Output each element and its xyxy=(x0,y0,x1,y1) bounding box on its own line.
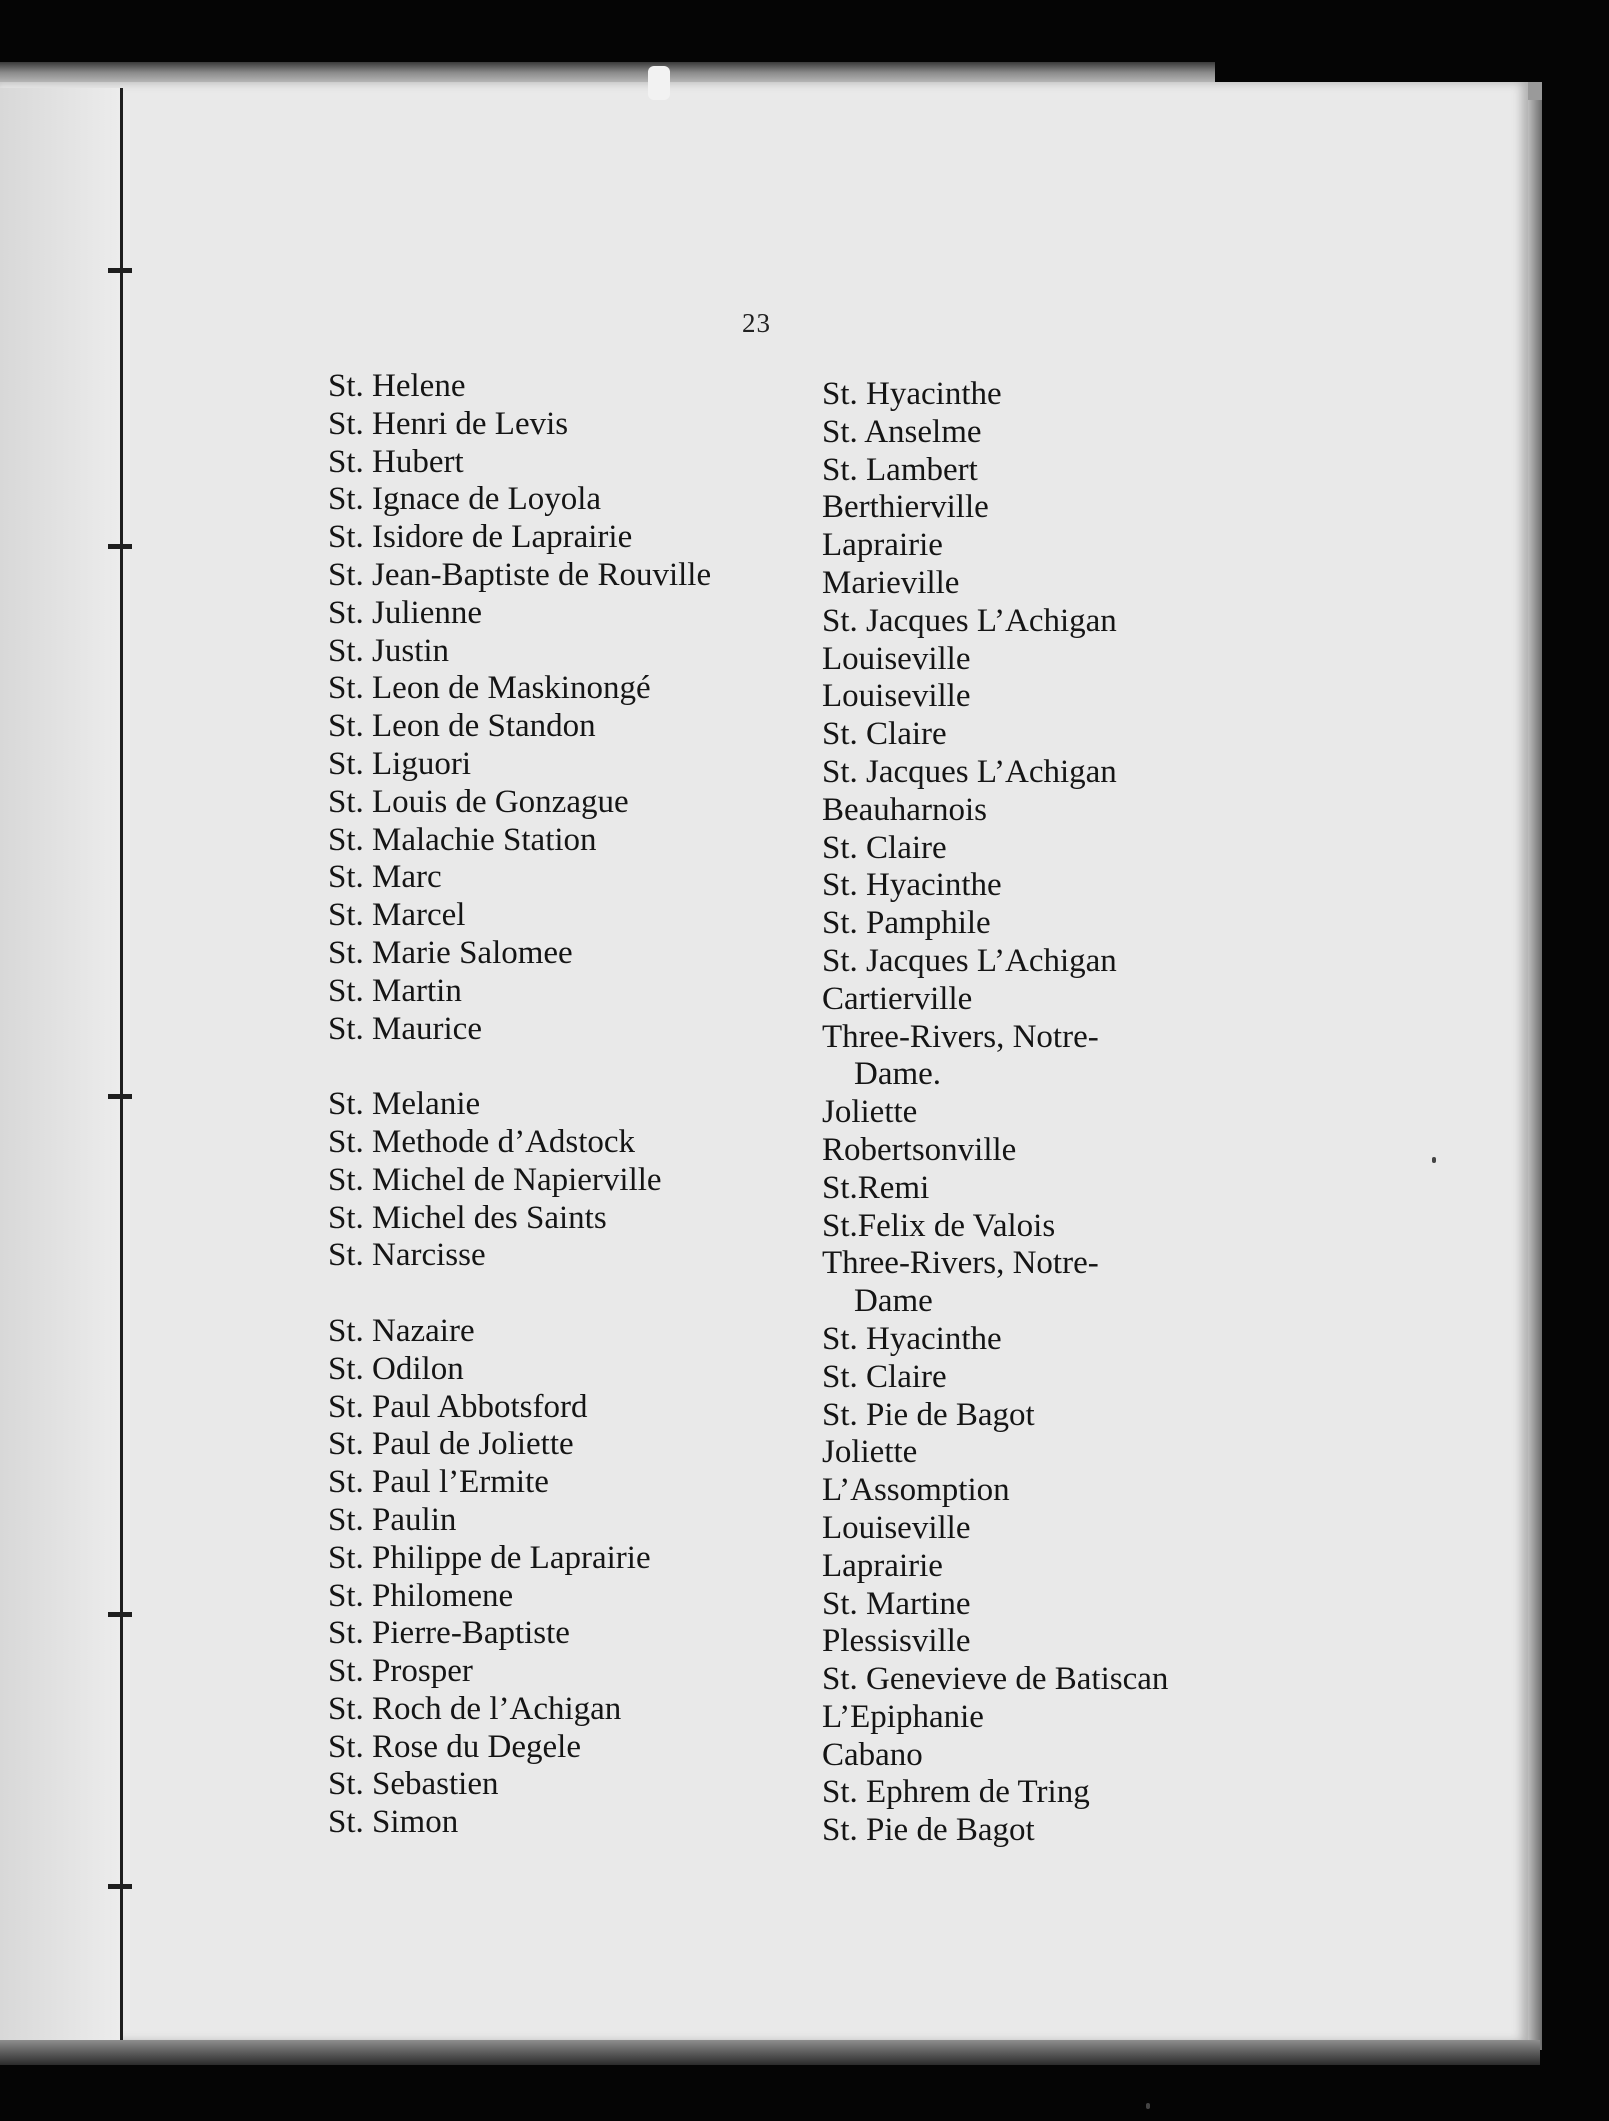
list-item: St. Michel de Napierville xyxy=(328,1161,662,1198)
list-item: St. Pie de Bagot xyxy=(822,1396,1035,1433)
list-item: Laprairie xyxy=(822,527,943,564)
list-item: St. Louis de Gonzague xyxy=(328,783,629,820)
list-item: St. Henri de Levis xyxy=(328,405,569,442)
list-item: St. Marcel xyxy=(328,897,466,934)
list-item: St.Felix de Valois xyxy=(822,1207,1056,1244)
list-item: Joliette xyxy=(822,1094,918,1131)
list-item: St. Claire xyxy=(822,716,947,753)
list-item: Louiseville xyxy=(822,1509,971,1546)
list-item-continuation: Dame. xyxy=(854,1056,942,1093)
list-item: St. Hyacinthe xyxy=(822,1320,1002,1357)
list-item: St. Helene xyxy=(328,368,466,404)
list-item-continuation: Dame xyxy=(854,1283,933,1320)
list-item: St. Martin xyxy=(328,972,462,1009)
binding-tick xyxy=(108,1884,132,1889)
dust-mark xyxy=(1146,2103,1150,2109)
list-gap xyxy=(328,1275,798,1313)
list-item: St. Anselme xyxy=(822,413,982,450)
list-item: St. Paulin xyxy=(328,1501,457,1538)
list-item: Marieville xyxy=(822,564,960,601)
list-item: St. Malachie Station xyxy=(328,821,597,858)
list-item: St. Martine xyxy=(822,1585,971,1622)
list-item: St. Julienne xyxy=(328,594,482,631)
list-item: St. Paul l’Ermite xyxy=(328,1464,549,1501)
list-item: St. Leon de Standon xyxy=(328,708,596,745)
list-item: St. Genevieve de Batiscan xyxy=(822,1661,1169,1698)
list-item: Louiseville xyxy=(822,640,971,677)
list-item: St. Ephrem de Tring xyxy=(822,1774,1090,1811)
list-item: Plessisville xyxy=(822,1623,971,1660)
location-list xyxy=(822,376,1242,1850)
list-item: St. Michel des Saints xyxy=(328,1199,607,1236)
list-item: L’Assomption xyxy=(822,1472,1010,1509)
binding-tick xyxy=(108,1094,132,1099)
list-item: St. Pie de Bagot xyxy=(822,1812,1035,1849)
parish-list xyxy=(328,368,798,1842)
list-item: Cabano xyxy=(822,1736,923,1773)
list-item: Three-Rivers, Notre- xyxy=(822,1018,1099,1055)
list-item: St. Justin xyxy=(328,632,450,669)
binding-notch xyxy=(648,66,670,100)
binding-gutter xyxy=(0,88,120,2040)
list-item: St. Sebastien xyxy=(328,1766,499,1803)
page-bottom-edge xyxy=(0,2040,1540,2065)
list-item: St. Hyacinthe xyxy=(822,867,1002,904)
list-item: St. Philippe de Laprairie xyxy=(328,1539,651,1576)
list-item: Three-Rivers, Notre- xyxy=(822,1245,1099,1282)
list-item: St. Lambert xyxy=(822,451,978,488)
list-item: St. Paul Abbotsford xyxy=(328,1388,588,1425)
list-item: Joliette xyxy=(822,1434,918,1471)
list-gap xyxy=(328,1048,798,1086)
dust-mark xyxy=(1432,1157,1436,1163)
list-item: St. Ignace de Loyola xyxy=(328,481,602,518)
list-item: Robertsonville xyxy=(822,1131,1017,1168)
list-item: St. Paul de Joliette xyxy=(328,1426,574,1463)
list-item: St. Jean-Baptiste de Rouville xyxy=(328,556,712,593)
binding-tick xyxy=(108,1612,132,1617)
list-item: St. Maurice xyxy=(328,1010,482,1047)
list-item: St. Roch de l’Achigan xyxy=(328,1690,622,1727)
list-item: Laprairie xyxy=(822,1547,943,1584)
list-item: Louiseville xyxy=(822,678,971,715)
list-item: Cartierville xyxy=(822,980,973,1017)
list-item: St. Philomene xyxy=(328,1577,514,1614)
list-item: St. Narcisse xyxy=(328,1237,486,1274)
list-item: St. Melanie xyxy=(328,1086,481,1123)
binding-tick xyxy=(108,544,132,549)
list-item: St. Prosper xyxy=(328,1653,473,1690)
list-item: St. Liguori xyxy=(328,745,472,782)
binding-line xyxy=(120,88,123,2040)
list-item: St. Rose du Degele xyxy=(328,1728,581,1765)
list-item: Beauharnois xyxy=(822,791,987,828)
binding-tick xyxy=(108,268,132,273)
list-item: St.Remi xyxy=(822,1169,930,1206)
list-item: St. Pamphile xyxy=(822,905,991,942)
list-item: L’Epiphanie xyxy=(822,1698,984,1735)
list-item: St. Claire xyxy=(822,829,947,866)
list-item: St. Pierre-Baptiste xyxy=(328,1615,570,1652)
list-item: Berthierville xyxy=(822,489,989,526)
list-item: St. Claire xyxy=(822,1358,947,1395)
page-right-edge xyxy=(1528,100,1542,2050)
list-item: St. Simon xyxy=(328,1804,459,1841)
list-item: St. Hyacinthe xyxy=(822,376,1002,412)
list-item: St. Methode d’Adstock xyxy=(328,1123,636,1160)
page-number: 23 xyxy=(742,308,771,338)
list-item: St. Isidore de Laprairie xyxy=(328,519,633,556)
list-item: St. Jacques L’Achigan xyxy=(822,602,1117,639)
list-item: St. Hubert xyxy=(328,443,464,480)
list-item: St. Marc xyxy=(328,859,442,896)
list-item: St. Nazaire xyxy=(328,1312,475,1349)
list-item: St. Odilon xyxy=(328,1350,464,1387)
list-item: St. Leon de Maskinongé xyxy=(328,670,651,707)
list-item: St. Jacques L’Achigan xyxy=(822,942,1117,979)
list-item: St. Jacques L’Achigan xyxy=(822,753,1117,790)
list-item: St. Marie Salomee xyxy=(328,934,573,971)
